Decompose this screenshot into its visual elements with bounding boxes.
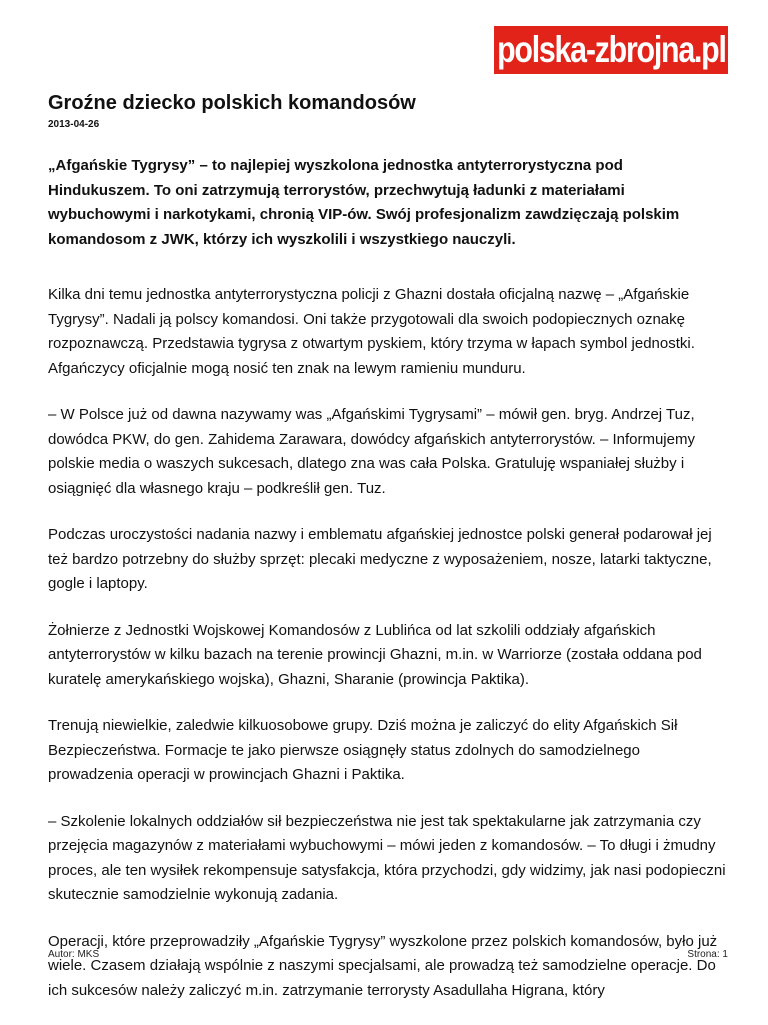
footer-author: Autor: MKS xyxy=(48,949,100,960)
article-paragraph: Żołnierze z Jednostki Wojskowej Komandosów z Lublińca od lat szkolili oddziały afgańskich antyterrorystów w kilku bazach na terenie prowincji Ghazni, m.in. w Warriorze (została oddana pod kuratelę amerykańskiego wojska), Ghazni, Sharanie (prowincja Paktika). xyxy=(48,621,702,688)
article-date: 2013-04-26 xyxy=(48,119,100,130)
article-paragraph: Podczas uroczystości nadania nazwy i emblematu afgańskiej jednostce polski generał podarował jej też bardzo potrzebny do służby sprzęt: plecaki medyczne z wyposażeniem, nosze, latarki taktyczne, gogle i laptopy. xyxy=(48,526,712,592)
article-title: Groźne dziecko polskich komandosów xyxy=(48,92,416,114)
article-body xyxy=(48,283,728,1025)
article-paragraph: – Szkolenie lokalnych oddziałów sił bezpieczeństwa nie jest tak spektakularne jak zatrzymania czy przejęcia magazynów z materiałami wybuchowymi – mówi jeden z komandosów. – To długi i żmudny proces, ale ten wysiłek rekompensuje satysfakcja, która przychodzi, gdy widzimy, jak nasi podopieczni skutecznie samodzielnie wykonują zadania. xyxy=(48,812,726,903)
article-paragraph: – W Polsce już od dawna nazywamy was „Afgańskimi Tygrysami” – mówił gen. bryg. Andrzej Tuz, dowódca PKW, do gen. Zahidema Zarawara, dowódcy afgańskich antyterrorystów. – Informujemy polskie media o waszych sukcesach, dlatego zna was cała Polska. Gratuluję wspaniałej służby i osiągnięć dla własnego kraju – podkreślił gen. Tuz. xyxy=(48,406,695,497)
site-logo-text: polska-zbrojna.pl xyxy=(496,29,726,70)
article-paragraph: Trenują niewielkie, zaledwie kilkuosobowe grupy. Dziś można je zaliczyć do elity Afgańskich Sił Bezpieczeństwa. Formacje te jako pierwsze osiągnęły status zdolnych do samodzielnego prowadzenia operacji w prowincjach Ghazni i Paktika. xyxy=(48,717,678,783)
footer-page-number: Strona: 1 xyxy=(687,949,728,960)
site-logo[interactable] xyxy=(492,24,730,76)
article-paragraph: Kilka dni temu jednostka antyterrorystyczna policji z Ghazni dostała oficjalną nazwę – „Afgańskie Tygrysy”. Nadali ją polscy komandosi. Oni także przygotowali dla swoich podopiecznych oznakę rozpoznawczą. Przedstawia tygrysa z otwartym pyskiem, który trzyma w łapach symbol jednostki. Afgańczycy oficjalnie mogą nosić ten znak na lewym ramieniu munduru. xyxy=(48,286,695,377)
article-lead: „Afgańskie Tygrysy” – to najlepiej wyszkolona jednostka antyterrorystyczna pod Hindukuszem. To oni zatrzymują terrorystów, przechwytują ładunki z materiałami wybuchowymi i narkotykami, chronią VIP-ów. Swój profesjonalizm zawdzięczają polskim komandosom z JWK, którzy ich wyszkolili i wszystkiego nauczyli. xyxy=(48,157,680,248)
article-paragraph: Operacji, które przeprowadziły „Afgańskie Tygrysy” wyszkolone przez polskich komandosów, było już wiele. Czasem działają wspólnie z naszymi specjalsami, ale prowadzą też samodzielne operacje. Do ich sukcesów należy zaliczyć m.in. zatrzymanie terrorysty Asadullaha Higrana, który xyxy=(48,932,718,999)
